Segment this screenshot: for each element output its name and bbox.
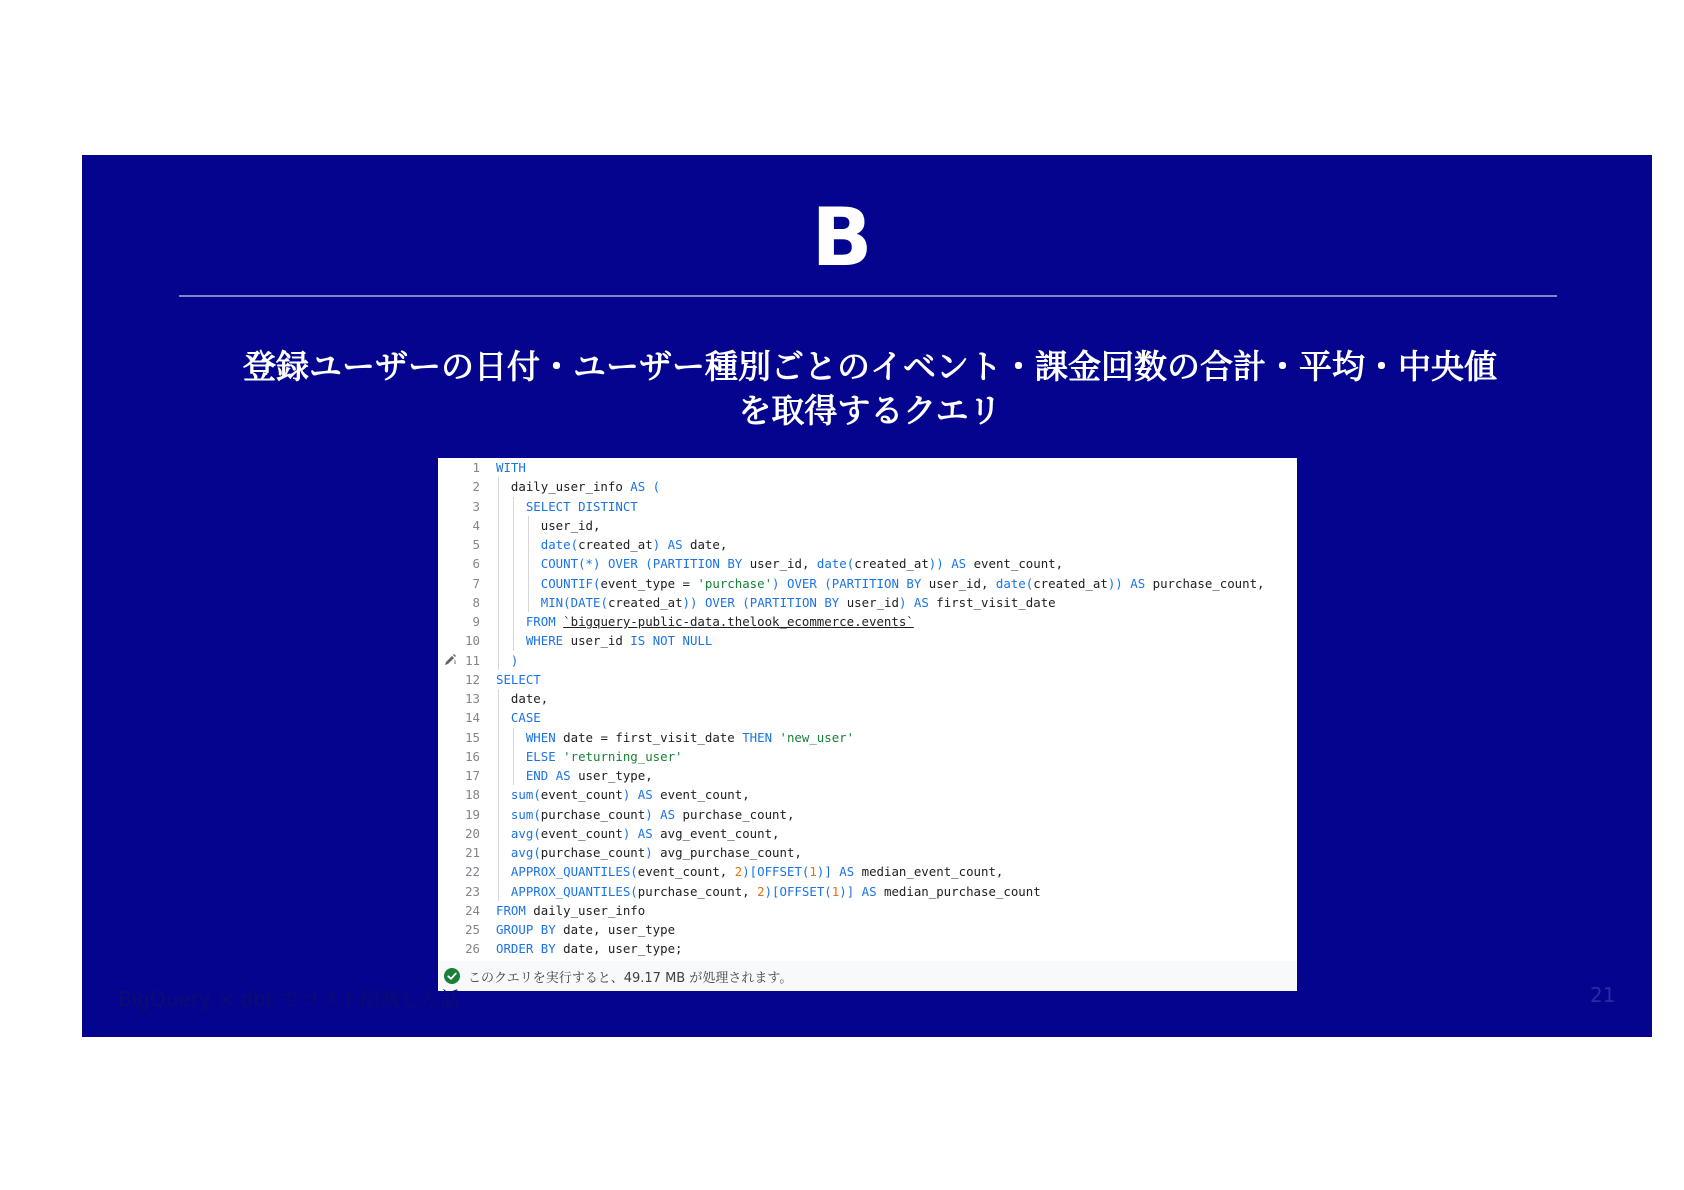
code-line [438,574,1297,593]
code-text: COUNTIF(event_type = 'purchase') OVER (PARTITION BY user_id, date(created_at)) AS purchase_count, [540,575,1265,591]
code-text: APPROX_QUANTILES(event_count, 2)[OFFSET(1)] AS median_event_count, [510,864,1004,880]
code-line [438,939,1297,958]
code-line [438,631,1297,650]
code-text: WITH [496,460,526,475]
query-size-status: このクエリを実行すると、49.17 MB が処理されます。 [468,971,793,986]
line-number: 21 [465,845,480,860]
line-number: 8 [472,594,480,610]
code-line [438,670,1297,689]
code-line [438,651,1297,670]
code-text: daily_user_info AS ( [496,479,661,495]
subtitle-line-2: を取得するクエリ [738,391,1002,430]
code-text: FROM `bigquery-public-data.thelook_ecommerce.events` [525,614,914,629]
slide-title: B [811,191,873,284]
line-number: 25 [465,922,480,937]
code-text: SELECT [496,671,541,687]
line-number: 2 [472,479,480,495]
line-number: 11 [465,652,480,668]
slide-footer: BigQuery × dbt でコスト削減した話 [118,987,460,1011]
line-number: 5 [472,537,480,552]
code-line [438,554,1297,573]
code-text: SELECT DISTINCT [525,498,638,514]
code-line [438,708,1297,727]
line-number: 1 [472,460,480,475]
line-number: 16 [465,748,480,764]
code-text: CASE [510,710,541,726]
code-text: WHERE user_id IS NOT NULL [525,633,713,649]
line-number: 14 [465,710,480,726]
pencil-icon [442,652,458,668]
page-number: 21 [1590,983,1616,1007]
code-line [438,747,1297,766]
code-line [438,766,1297,785]
code-line [438,535,1297,554]
code-line [438,593,1297,612]
line-number: 3 [472,498,480,514]
code-area [438,458,1297,959]
subtitle-line-1: 登録ユーザーの日付・ユーザー種別ごとのイベント・課金回数の合計・平均・中央値 [243,347,1497,386]
code-text: avg(purchase_count) avg_purchase_count, [510,845,802,860]
code-line [438,824,1297,843]
slide-subtitle [160,345,1580,433]
line-number: 15 [465,729,480,745]
code-line [438,689,1297,708]
line-number: 13 [465,691,480,706]
title-divider [179,295,1557,297]
code-line [438,458,1297,477]
line-number: 9 [472,614,480,629]
code-line [438,901,1297,920]
line-number: 12 [465,671,480,687]
code-text: user_id, [496,517,601,533]
code-line [438,882,1297,901]
code-line [438,728,1297,747]
line-number: 26 [465,941,480,957]
code-text: COUNT(*) OVER (PARTITION BY user_id, date(created_at)) AS event_count, [540,556,1064,572]
code-text: FROM daily_user_info [496,902,646,918]
check-circle-icon [444,968,460,984]
line-number: 24 [465,902,480,918]
line-number: 22 [465,864,480,880]
code-text: date(created_at) AS date, [540,537,728,552]
code-text: avg(event_count) AS avg_event_count, [510,825,780,841]
line-number: 18 [465,787,480,803]
code-text: sum(event_count) AS event_count, [510,787,750,803]
status-bar [438,961,1297,991]
line-number: 10 [465,633,480,649]
code-line [438,477,1297,496]
code-text: END AS user_type, [525,768,653,783]
line-number: 7 [472,575,480,591]
code-line [438,785,1297,804]
code-text: ELSE 'returning_user' [525,748,683,764]
code-text: WHEN date = first_visit_date THEN 'new_user' [525,729,855,745]
code-line [438,497,1297,516]
code-text: ORDER BY date, user_type; [496,941,683,957]
code-text: GROUP BY date, user_type [496,922,676,937]
sql-editor-screenshot [438,458,1297,991]
code-line [438,843,1297,862]
line-number: 4 [472,517,480,533]
code-text: APPROX_QUANTILES(purchase_count, 2)[OFFSET(1)] AS median_purchase_count [510,883,1041,899]
line-number: 19 [465,806,480,822]
code-line [438,516,1297,535]
code-line [438,862,1297,881]
code-text: date, [496,691,549,706]
code-line [438,920,1297,939]
code-line [438,612,1297,631]
line-number: 17 [465,768,480,783]
line-number: 6 [472,556,480,572]
code-text: MIN(DATE(created_at)) OVER (PARTITION BY user_id) AS first_visit_date [540,594,1056,610]
code-line [438,805,1297,824]
code-text: ) [510,652,519,668]
line-number: 23 [465,883,480,899]
line-number: 20 [465,825,480,841]
code-text: sum(purchase_count) AS purchase_count, [510,806,795,822]
